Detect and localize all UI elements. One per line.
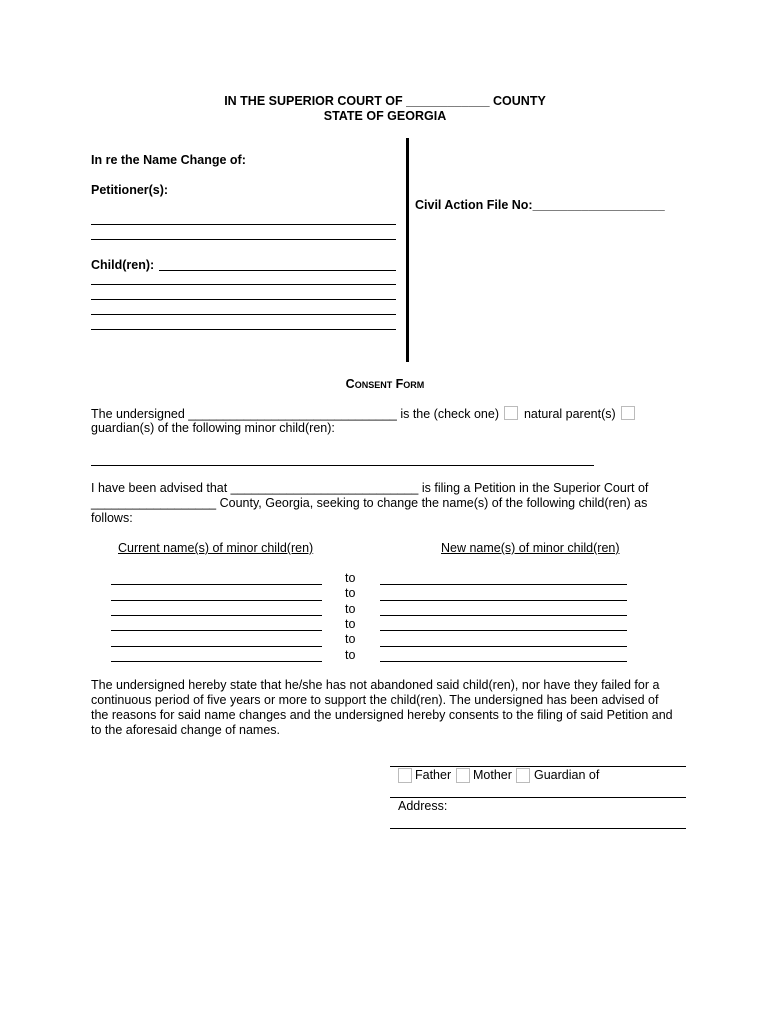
state-heading: STATE OF GEORGIA <box>323 109 447 123</box>
to-connector: to <box>345 571 356 585</box>
new-name-line[interactable] <box>380 661 627 662</box>
address-label: Address: <box>398 799 448 813</box>
address-line[interactable] <box>390 828 686 829</box>
guardian-checkbox[interactable] <box>621 406 635 420</box>
father-checkbox[interactable] <box>398 768 412 783</box>
consent-line-3: the reasons for said name changes and the undersigned hereby consents to the filing of said Petition and <box>91 708 673 722</box>
new-name-line[interactable] <box>380 646 627 647</box>
undersigned-text: The undersigned ______________________________ is the (check one) <box>91 407 499 421</box>
to-connector: to <box>345 648 356 662</box>
advised-line-2: __________________ County, Georgia, seeking to change the name(s) of the following child(ren) as <box>91 496 648 510</box>
child-line-5[interactable] <box>91 329 396 330</box>
guardian-of-checkbox[interactable] <box>516 768 530 783</box>
to-connector: to <box>345 602 356 616</box>
signature-line[interactable] <box>390 766 686 767</box>
natural-parent-label: natural parent(s) <box>523 407 616 421</box>
petitioner-line-1[interactable] <box>91 224 396 225</box>
child-line-2[interactable] <box>91 284 396 285</box>
guardian-of-label: Guardian of <box>534 768 600 782</box>
current-name-line[interactable] <box>111 646 322 647</box>
father-label: Father <box>415 768 452 782</box>
mother-checkbox[interactable] <box>456 768 470 783</box>
guardian-of-line[interactable] <box>390 797 686 798</box>
child-line-3[interactable] <box>91 299 396 300</box>
current-name-line[interactable] <box>111 615 322 616</box>
natural-parent-checkbox[interactable] <box>504 406 518 420</box>
current-name-line[interactable] <box>111 584 322 585</box>
consent-line-2: continuous period of five years or more to support the child(ren). The undersigned has been advised of <box>91 693 659 707</box>
current-name-line[interactable] <box>111 630 322 631</box>
petitioners-label: Petitioner(s): <box>91 183 169 197</box>
current-name-line[interactable] <box>111 661 322 662</box>
consent-line-1: The undersigned hereby state that he/she has not abandoned said child(ren), nor have they failed for a <box>91 678 660 692</box>
minor-children-line[interactable] <box>91 465 594 466</box>
current-name-line[interactable] <box>111 600 322 601</box>
current-names-header: Current name(s) of minor child(ren) <box>118 541 314 555</box>
undersigned-statement <box>91 406 637 421</box>
court-heading: IN THE SUPERIOR COURT OF ____________ COUNTY <box>224 94 546 108</box>
petitioner-line-2[interactable] <box>91 239 396 240</box>
child-line-1[interactable] <box>159 270 396 271</box>
new-name-line[interactable] <box>380 630 627 631</box>
advised-line-3: follows: <box>91 511 133 525</box>
new-name-line[interactable] <box>380 600 627 601</box>
children-label: Child(ren): <box>91 258 155 272</box>
consent-line-4: to the aforesaid change of names. <box>91 723 281 737</box>
to-connector: to <box>345 617 356 631</box>
civil-action-file-no: Civil Action File No:___________________ <box>415 198 665 212</box>
child-line-4[interactable] <box>91 314 396 315</box>
guardian-line-text: guardian(s) of the following minor child(ren): <box>91 421 335 435</box>
caption-divider <box>406 138 409 362</box>
form-title: Consent Form <box>345 377 425 391</box>
to-connector: to <box>345 586 356 600</box>
new-name-line[interactable] <box>380 615 627 616</box>
mother-label: Mother <box>473 768 512 782</box>
in-re-label: In re the Name Change of: <box>91 153 246 167</box>
to-connector: to <box>345 632 356 646</box>
advised-line-1: I have been advised that ___________________________ is filing a Petition in the Superior Court of <box>91 481 649 495</box>
new-names-header: New name(s) of minor child(ren) <box>441 541 620 555</box>
new-name-line[interactable] <box>380 584 627 585</box>
